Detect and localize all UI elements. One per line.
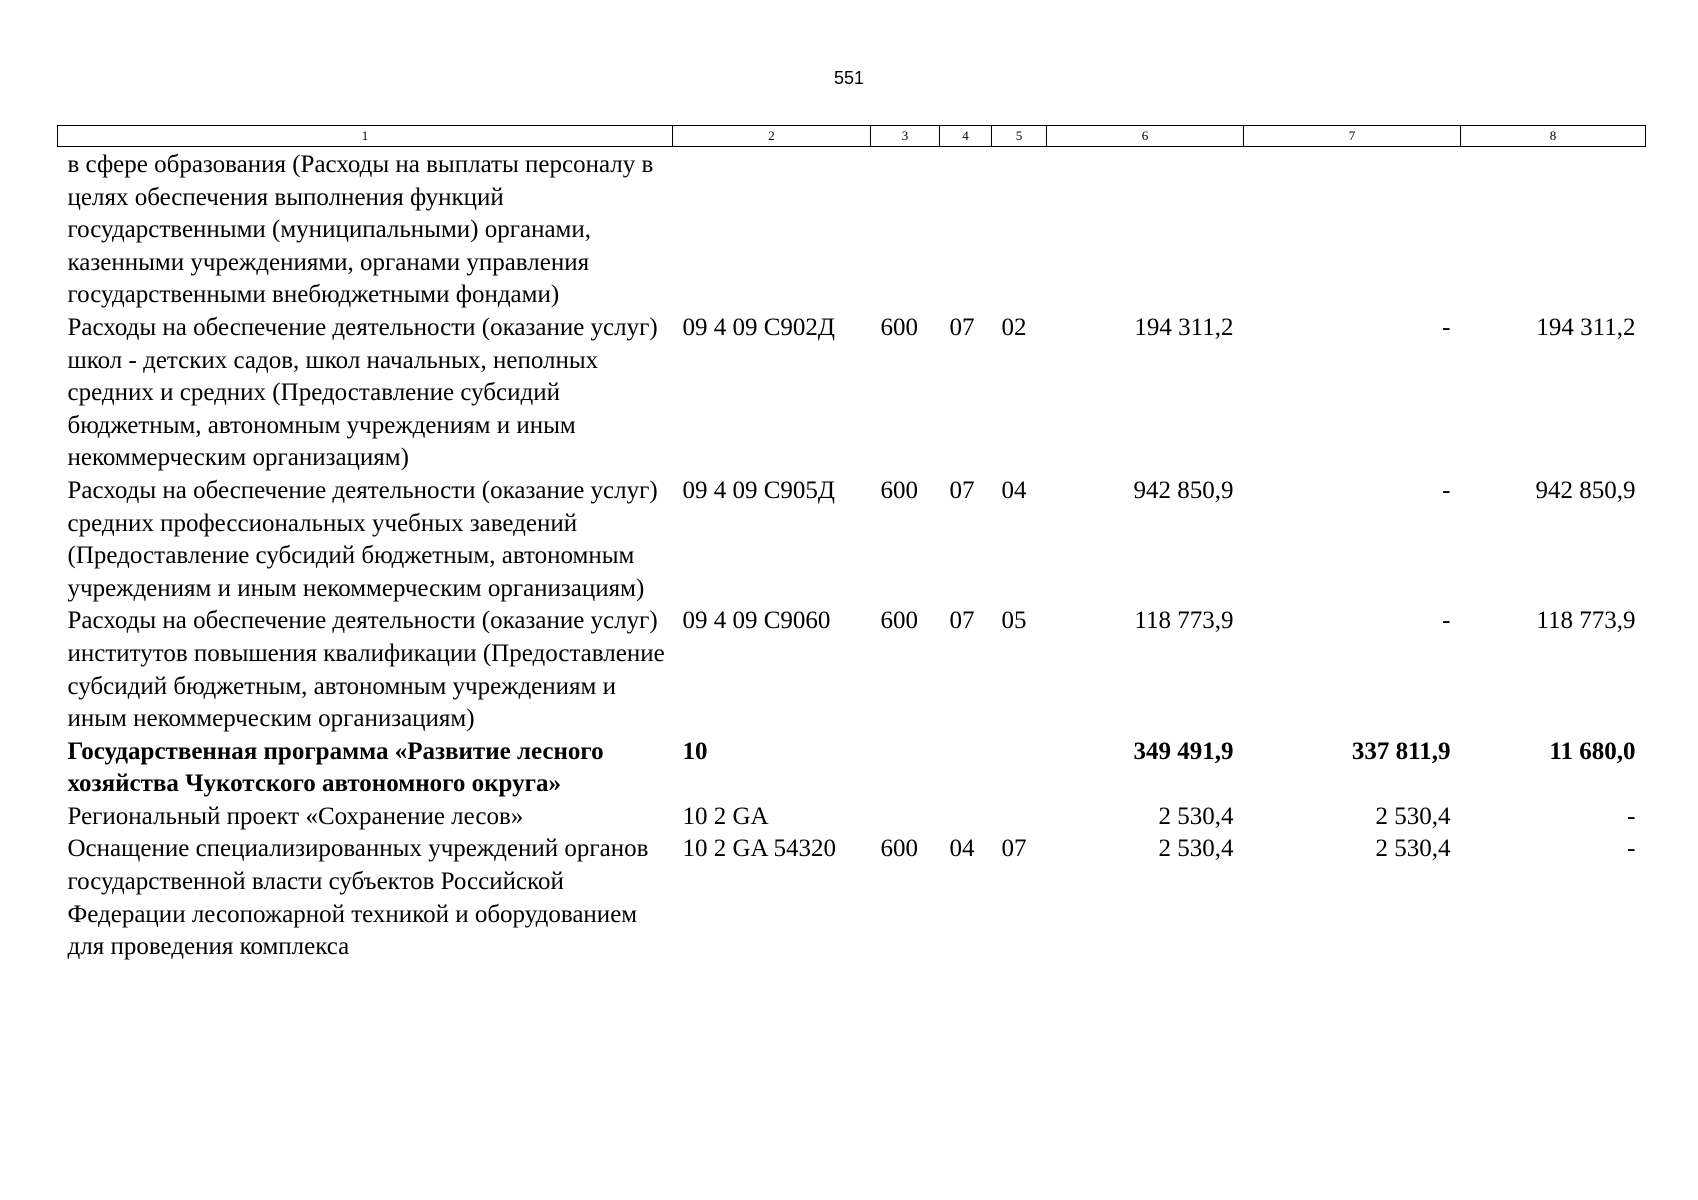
column-header: 1 [58,126,673,147]
cell-subsection: 05 [1001,607,1027,635]
cell-description: Расходы на обеспечение деятельности (оказание услуг) школ - детских садов, школ начальных, неполных средних и средних (Предоставление субсидий бюджетным, автономным учреждениям и иным некоммерческим организациям) [67,313,658,472]
cell-total: 2 530,4 [1158,835,1234,863]
table-row [58,312,1646,475]
cell-total [1047,147,1244,312]
cell-subsection [992,147,1047,312]
table-row [58,801,1646,834]
cell-description: Государственная программа «Развитие лесного хозяйства Чукотского автономного округа» [67,737,604,798]
cell-subsection: 04 [1001,476,1027,504]
cell-section: 07 [949,607,975,635]
cell-expense-type [871,801,940,834]
table-body [58,147,1646,964]
cell-federal: - [1442,476,1451,504]
cell-target-code [673,147,871,312]
cell-regional: 942 850,9 [1535,476,1636,504]
cell-expense-type: 600 [880,313,918,341]
column-header: 7 [1244,126,1461,147]
cell-regional: 194 311,2 [1536,313,1636,341]
column-header: 2 [673,126,871,147]
column-header: 8 [1461,126,1646,147]
cell-description: в сфере образования (Расходы на выплаты персоналу в целях обеспечения выполнения функций государственными (муниципальными) органами, казенными учреждениями, органами управления государственными внебюджетными фондами) [67,151,654,309]
cell-regional: 118 773,9 [1536,607,1636,635]
cell-federal: 2 530,4 [1375,802,1451,830]
cell-subsection [992,801,1047,834]
page-number: 551 [833,68,865,88]
cell-total: 2 530,4 [1158,802,1234,830]
cell-target-code: 09 4 09 С9060 [682,607,831,635]
cell-description: Расходы на обеспечение деятельности (оказание услуг) институтов повышения квалификации (Предоставление субсидий бюджетным, автономным учреждениям и иным некоммерческим организациям) [67,607,665,733]
table-row [58,736,1646,801]
cell-section: 04 [949,835,975,863]
table-row [58,833,1646,963]
cell-federal [1244,147,1461,312]
budget-table [57,125,1646,964]
cell-subsection: 07 [1001,835,1027,863]
cell-federal: 337 811,9 [1351,737,1451,765]
column-header: 5 [992,126,1047,147]
cell-subsection: 02 [1001,313,1027,341]
cell-regional: 11 680,0 [1549,737,1636,765]
cell-federal: 2 530,4 [1375,835,1451,863]
cell-section [940,801,992,834]
cell-description: Оснащение специализированных учреждений органов государственной власти субъектов Российской Федерации лесопожарной техникой и оборудованием для проведения комплекса [67,835,649,961]
cell-description: Региональный проект «Сохранение лесов» [67,802,524,830]
cell-expense-type [871,147,940,312]
cell-expense-type: 600 [880,476,918,504]
column-header: 4 [940,126,992,147]
column-number-row [58,126,1646,147]
cell-section [940,147,992,312]
table-row [58,475,1646,605]
cell-total: 194 311,2 [1134,313,1234,341]
cell-expense-type [871,736,940,801]
cell-target-code: 09 4 09 С905Д [682,476,835,504]
cell-section [940,736,992,801]
cell-subsection [992,736,1047,801]
cell-expense-type: 600 [880,835,918,863]
column-header: 6 [1047,126,1244,147]
cell-target-code: 10 [682,737,708,765]
cell-federal: - [1442,313,1451,341]
cell-total: 349 491,9 [1133,737,1234,765]
cell-federal: - [1442,607,1451,635]
cell-target-code: 09 4 09 С902Д [682,313,835,341]
table-row [58,147,1646,312]
cell-expense-type: 600 [880,607,918,635]
cell-description: Расходы на обеспечение деятельности (оказание услуг) средних профессиональных учебных заведений (Предоставление субсидий бюджетным, автономным учреждениям и иным некоммерческим организациям) [67,476,658,602]
cell-total: 942 850,9 [1133,476,1234,504]
cell-total: 118 773,9 [1134,607,1234,635]
column-header: 3 [871,126,940,147]
table-row [58,605,1646,735]
cell-section: 07 [949,476,975,504]
cell-regional: - [1627,802,1636,830]
cell-target-code: 10 2 GA [682,802,769,830]
cell-regional: - [1627,835,1636,863]
cell-section: 07 [949,313,975,341]
cell-regional [1461,147,1646,312]
cell-target-code: 10 2 GA 54320 [682,835,836,863]
